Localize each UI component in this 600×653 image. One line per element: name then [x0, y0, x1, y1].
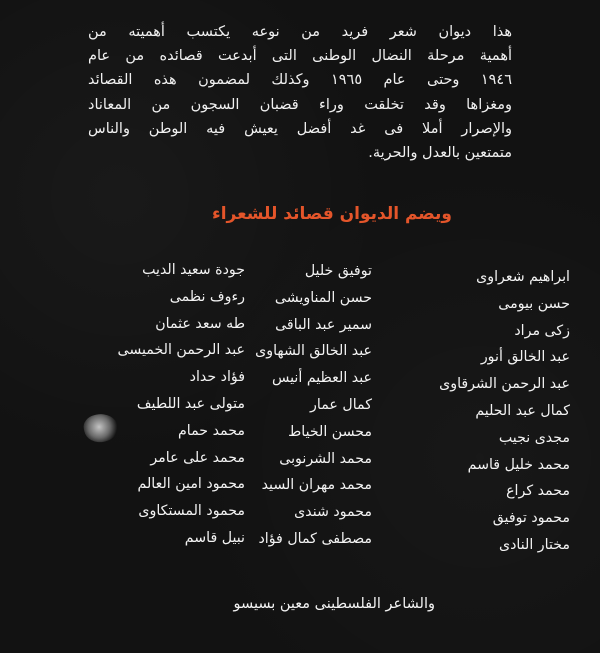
intro-line: ومغزاها وقد تخلقت وراء قضبان السجون من المعاناد: [88, 96, 512, 113]
poet-name: عبد العظيم أنيس: [272, 370, 372, 387]
intro-line: أهمية مرحلة النضال الوطنى التى أبدعت قصائده من عام: [88, 48, 512, 65]
poet-name: طه سعد عثمان: [155, 315, 245, 332]
closing-line: والشاعر الفلسطينى معين بسيسو: [233, 596, 435, 612]
poet-name: محمد كراع: [506, 483, 570, 500]
intro-line: هذا ديوان شعر فريد من نوعه يكتسب أهميته من: [88, 24, 512, 40]
intro-line: ١٩٤٦ وحتى عام ١٩٦٥ وكذلك لمضمون هذه القصائد: [88, 72, 512, 89]
poet-name: عبد الرحمن الشرقاوى: [439, 376, 570, 393]
intro-paragraph: [88, 20, 512, 165]
poet-name: زكى مراد: [514, 322, 570, 339]
poet-name: حسن بيومى: [498, 295, 570, 312]
poet-name: كمال عبد الحليم: [475, 402, 570, 419]
poet-name: محمود امين العالم: [137, 476, 245, 493]
poet-name: عبد الخالق أنور: [480, 349, 570, 366]
poet-name: محمد على عامر: [150, 449, 245, 466]
poet-name: محسن الخياط: [288, 423, 372, 440]
poet-name: مختار النادى: [498, 536, 570, 553]
poet-name: ابراهيم شعراوى: [476, 269, 570, 285]
poet-name: محمود شندى: [294, 504, 372, 521]
poets-heading: ويضم الديوان قصائد للشعراء: [212, 204, 452, 224]
poets-column-1: [420, 264, 570, 559]
poets-column-3: [45, 257, 245, 552]
poet-name: فؤاد حداد: [189, 369, 245, 386]
poet-name: عبد الخالق الشهاوى: [255, 343, 372, 360]
poet-name: محمد خليل قاسم: [467, 456, 570, 473]
poet-name: جودة سعيد الديب: [142, 262, 245, 278]
intro-line: متمتعين بالعدل والحرية.: [368, 145, 512, 162]
poet-name: محمد مهران السيد: [261, 477, 372, 494]
poet-name: حسن المناويشى: [274, 289, 372, 306]
poet-name: كمال عمار: [310, 396, 372, 413]
poet-name: توفيق خليل: [304, 263, 372, 279]
intro-line: والإصرار أملا فى غد أفضل يعيش فيه الوطن والناس: [88, 120, 512, 137]
poet-name: نبيل قاسم: [184, 529, 245, 546]
poet-name: سمير عبد الباقى: [275, 316, 372, 333]
poet-name: محمود توفيق: [492, 510, 570, 527]
poet-name: محمد حمام: [178, 422, 245, 439]
poet-name: متولى عبد اللطيف: [136, 395, 245, 412]
poet-name: مجدى نجيب: [498, 429, 570, 446]
poet-name: مصطفى كمال فؤاد: [258, 530, 372, 547]
poet-name: محمد الشرنوبى: [279, 450, 372, 467]
poet-name: محمود المستكاوى: [138, 503, 245, 520]
poet-name: رءوف نظمى: [169, 288, 245, 305]
poet-name: عبد الرحمن الخميسى: [117, 342, 245, 359]
